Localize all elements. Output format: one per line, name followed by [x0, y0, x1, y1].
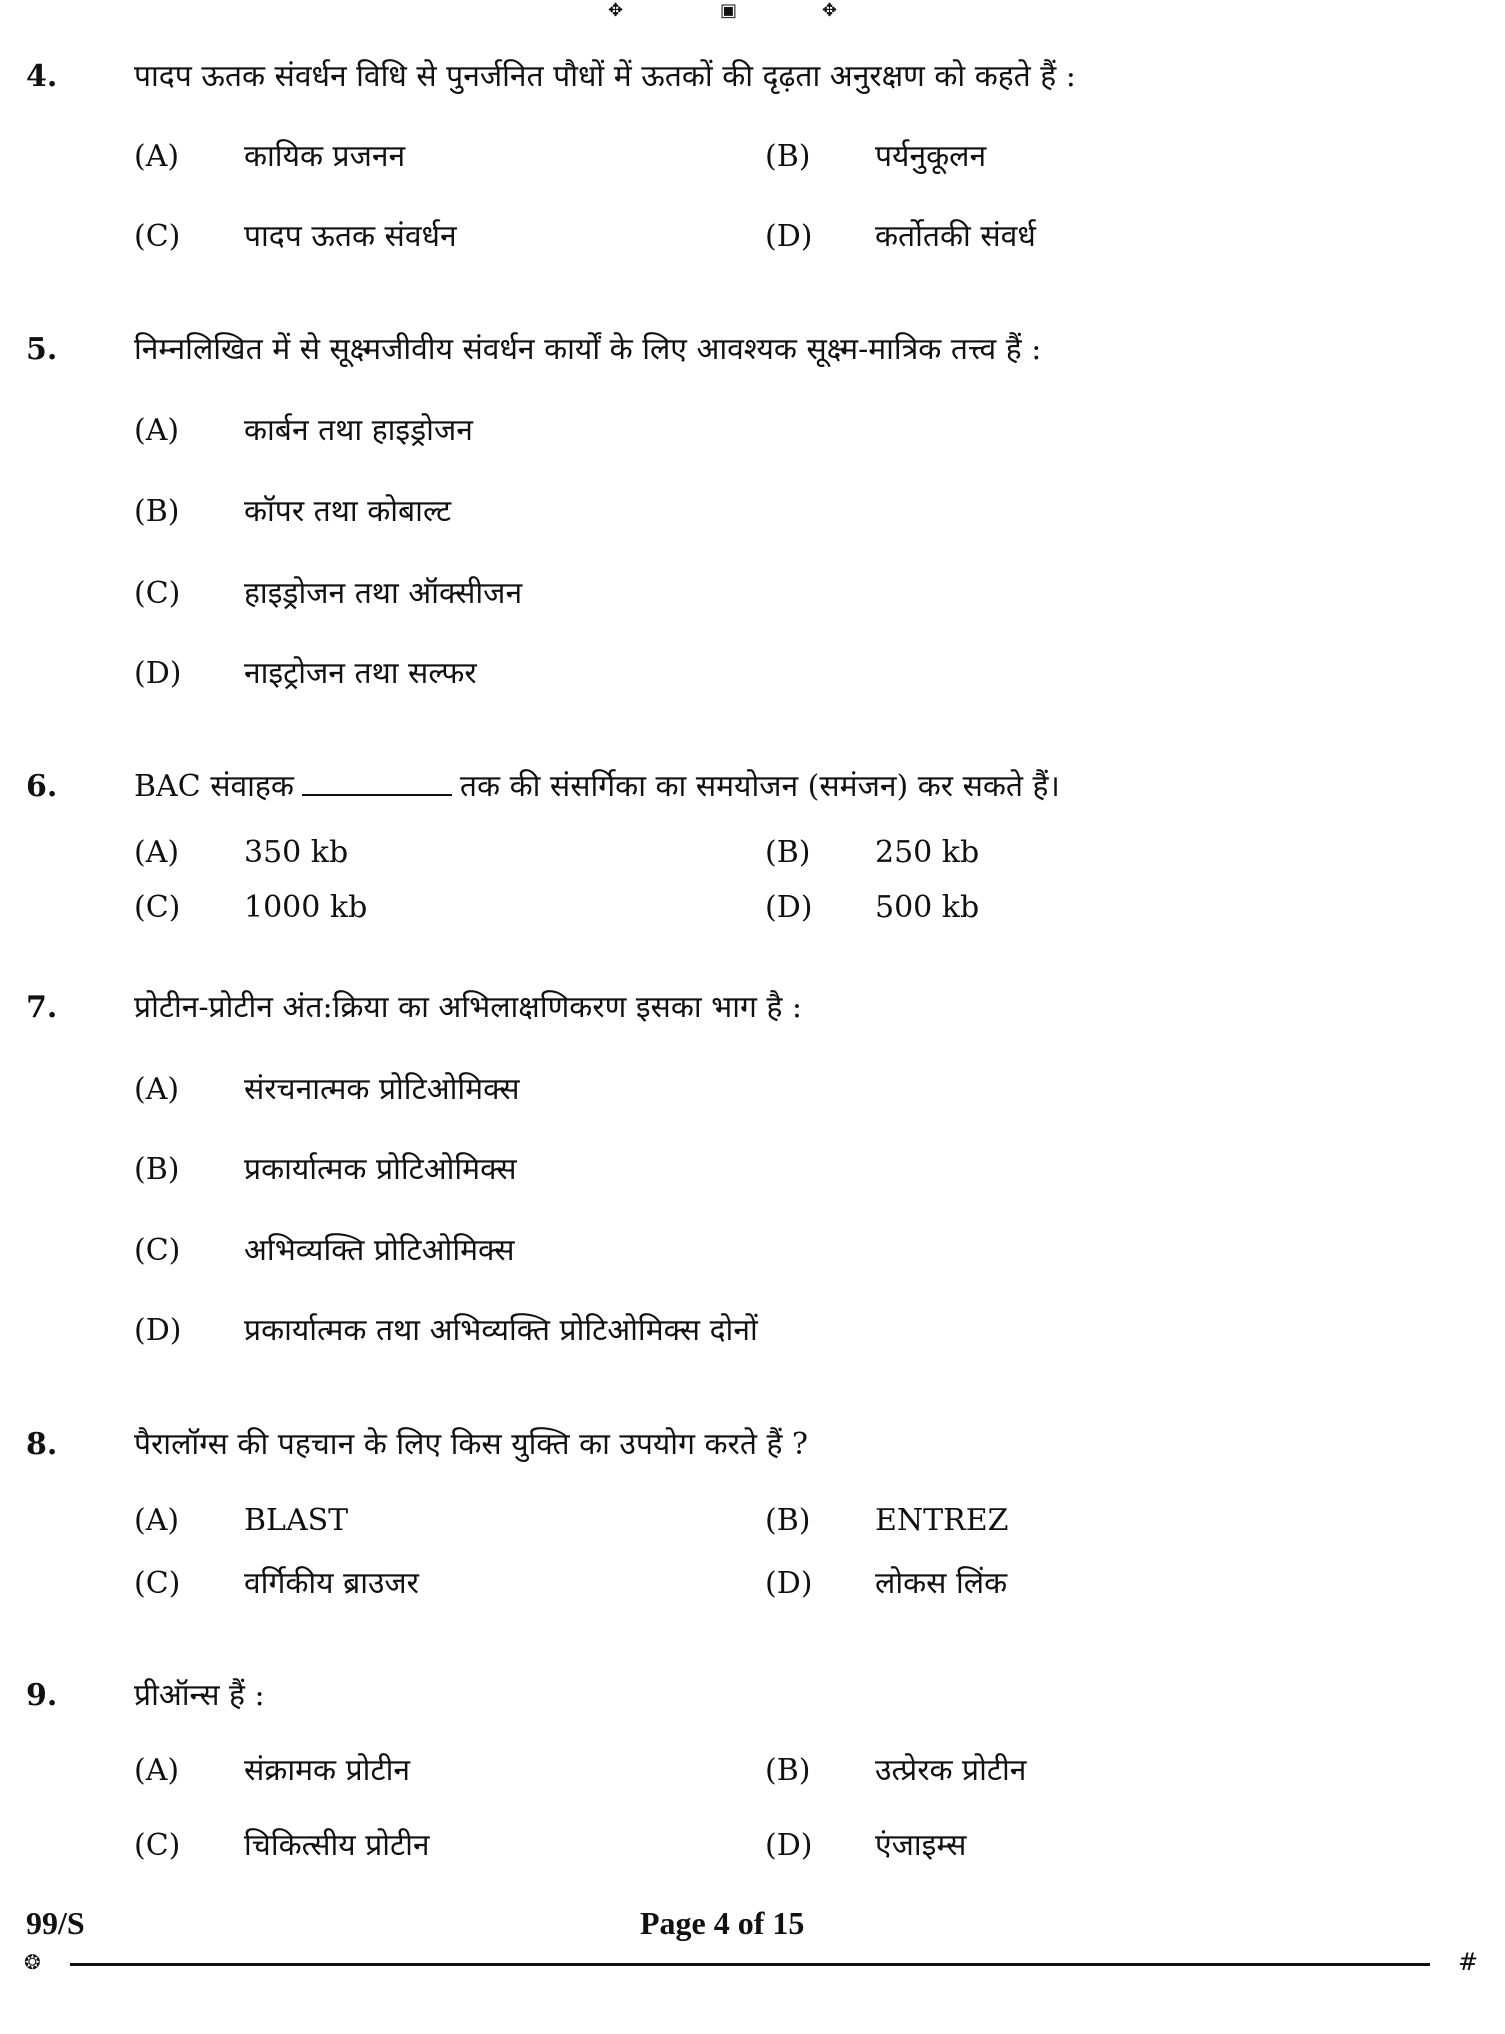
question-number: 7. [26, 990, 58, 1025]
option-text: 250 kb [875, 835, 980, 870]
question-number: 6. [26, 769, 58, 804]
option-text: नाइट्रोजन तथा सल्फर [244, 656, 477, 691]
option-text: ENTREZ [875, 1503, 1009, 1538]
option-label: (D) [765, 219, 813, 254]
option-label: (D) [765, 890, 813, 925]
option-text: प्रकार्यात्मक तथा अभिव्यक्ति प्रोटिओमिक्स दोनों [244, 1313, 758, 1348]
option-label: (B) [134, 494, 180, 529]
option-text: 350 kb [244, 835, 349, 870]
paper-code: 99/S [26, 1905, 85, 1941]
option-label: (B) [765, 1753, 811, 1788]
option-text: चिकित्सीय प्रोटीन [244, 1828, 430, 1863]
option-text: हाइड्रोजन तथा ऑक्सीजन [244, 576, 523, 611]
question-number: 9. [26, 1678, 58, 1713]
option-text: कायिक प्रजनन [244, 139, 406, 174]
option-label: (D) [134, 656, 182, 691]
question-number: 8. [26, 1427, 58, 1462]
option-label: (C) [134, 219, 181, 254]
option-label: (A) [134, 1072, 180, 1107]
question-text: निम्नलिखित में से सूक्ष्मजीवीय संवर्धन कार्यों के लिए आवश्यक सूक्ष्म-मात्रिक तत्त्व हैं : [134, 332, 1042, 367]
page-number: Page 4 of 15 [640, 1905, 805, 1941]
footer-divider [70, 1963, 1430, 1966]
option-label: (D) [765, 1566, 813, 1601]
footer-hash-mark: # [1458, 1948, 1479, 1976]
option-text: संक्रामक प्रोटीन [244, 1753, 410, 1788]
option-text: पादप ऊतक संवर्धन [244, 219, 457, 254]
option-label: (C) [134, 576, 181, 611]
option-label: (A) [134, 1503, 180, 1538]
question-number: 5. [26, 332, 58, 367]
option-text: 500 kb [875, 890, 980, 925]
option-label: (B) [765, 835, 811, 870]
option-text: BLAST [244, 1503, 349, 1538]
header-qr-icon: ▣ [720, 0, 738, 21]
option-label: (D) [134, 1313, 182, 1348]
header-ornament-right-icon: ✥ [822, 0, 838, 21]
option-label: (B) [765, 139, 811, 174]
question-text: पैरालॉग्स की पहचान के लिए किस युक्ति का उपयोग करते हैं ? [134, 1427, 809, 1462]
option-label: (C) [134, 1566, 181, 1601]
option-text: कर्तोतकी संवर्ध [875, 219, 1036, 254]
question-number: 4. [26, 59, 58, 94]
question-text: प्रोटीन-प्रोटीन अंत:क्रिया का अभिलाक्षणिकरण इसका भाग है : [134, 990, 803, 1025]
question-text-after: तक की संसर्गिका का समयोजन (समंजन) कर सकते हैं। [459, 769, 1060, 804]
option-label: (B) [134, 1152, 180, 1187]
option-label: (D) [765, 1828, 813, 1863]
option-label: (A) [134, 413, 180, 448]
option-text: संरचनात्मक प्रोटिओमिक्स [244, 1072, 520, 1107]
option-label: (C) [134, 1233, 181, 1268]
question-text: पादप ऊतक संवर्धन विधि से पुनर्जनित पौधों में ऊतकों की दृढ़ता अनुरक्षण को कहते हैं : [134, 59, 1076, 94]
option-label: (C) [134, 890, 181, 925]
option-text: कॉपर तथा कोबाल्ट [244, 494, 452, 529]
option-text: वर्गिकीय ब्राउजर [244, 1566, 419, 1601]
option-text: प्रकार्यात्मक प्रोटिओमिक्स [244, 1152, 517, 1187]
option-label: (B) [765, 1503, 811, 1538]
header-ornament-left-icon: ✥ [608, 0, 624, 21]
option-text: उत्प्रेरक प्रोटीन [875, 1753, 1027, 1788]
option-text: अभिव्यक्ति प्रोटिओमिक्स [244, 1233, 515, 1268]
option-text: लोकस लिंक [875, 1566, 1008, 1601]
option-text: 1000 kb [244, 890, 368, 925]
option-text: एंजाइम्स [875, 1828, 967, 1863]
option-text: कार्बन तथा हाइड्रोजन [244, 413, 473, 448]
option-label: (C) [134, 1828, 181, 1863]
option-label: (A) [134, 835, 180, 870]
fill-in-blank [302, 768, 452, 796]
question-text: प्रीऑन्स हैं : [134, 1678, 265, 1713]
option-label: (A) [134, 139, 180, 174]
option-label: (A) [134, 1753, 180, 1788]
option-text: पर्यनुकूलन [875, 139, 987, 174]
question-text-before: BAC संवाहक [134, 769, 294, 804]
footer-ornament-icon: ❂ [24, 1950, 41, 1974]
question-text [134, 767, 1060, 807]
